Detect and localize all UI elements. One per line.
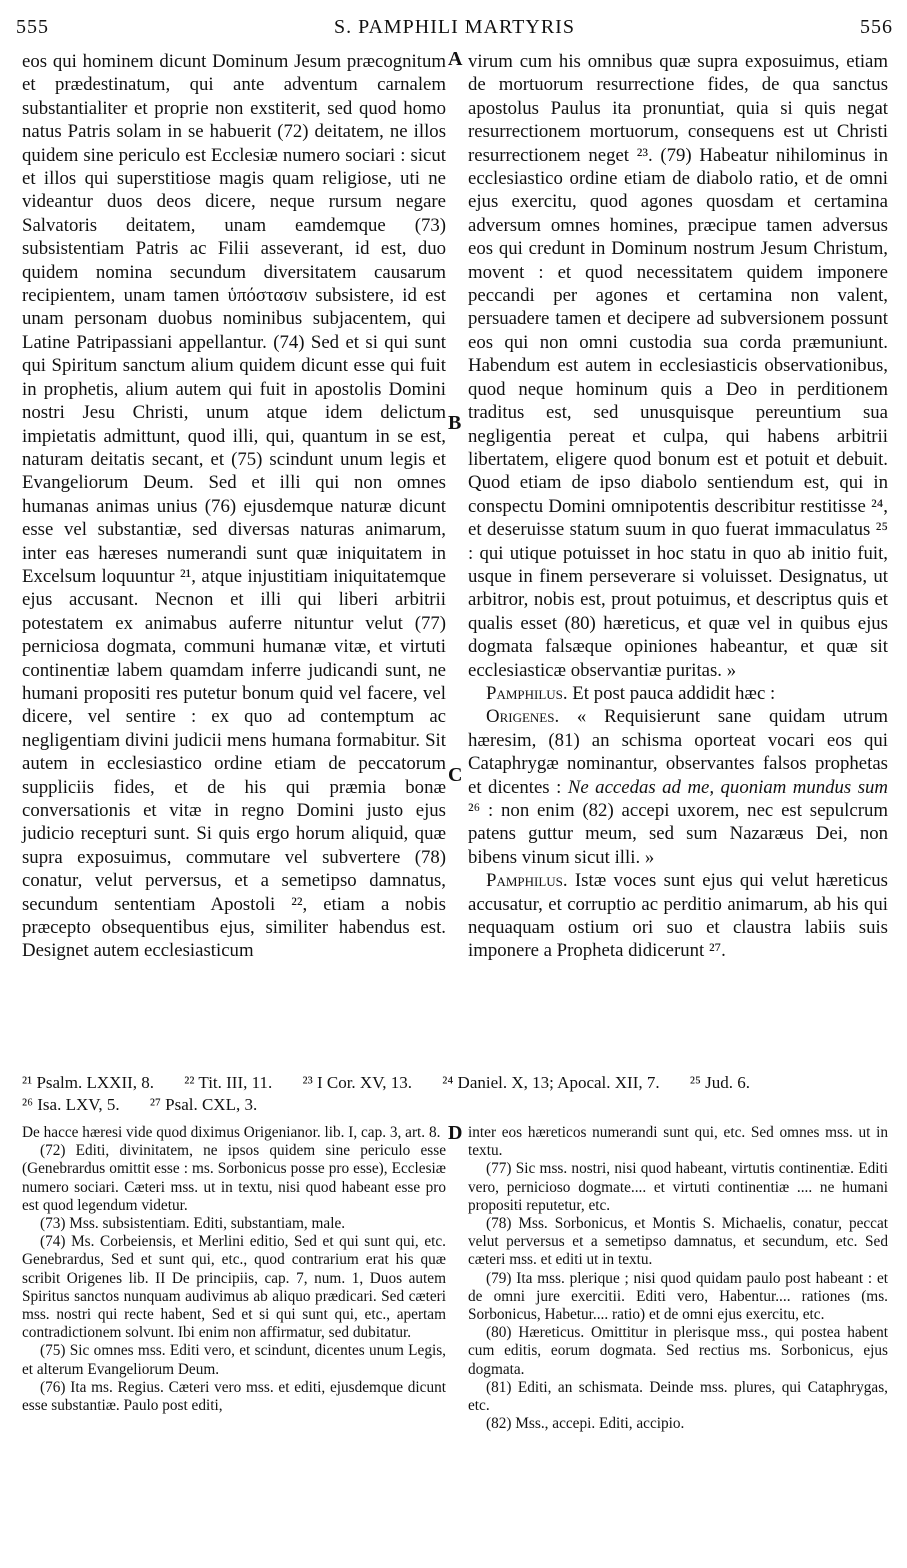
speaker-paragraph bbox=[468, 869, 888, 963]
note: (79) Ita mss. plerique ; nisi quod quidam paulo post habeant : et de omni jure exercitii. Editi vero, Habentur.... rationes (ms. Sorbonicus, Habetur.... ratio) et de omni ejus exercitu, etc. bbox=[468, 1269, 888, 1324]
reference: ²⁴ Daniel. X, 13; Apocal. XII, 7. bbox=[442, 1073, 660, 1092]
note: (77) Sic mss. nostri, nisi quod habeant, virtutis continentiæ. Editi vero, pernicioso dogmate.... et virtuti continentiæ .... ne humani propositi reputetur, etc. bbox=[468, 1160, 888, 1214]
speaker-paragraph bbox=[468, 682, 888, 705]
speaker-name: Origenes. bbox=[486, 706, 560, 728]
note: inter eos hæreticos numerandi sunt qui, etc. Sed omnes mss. ut in textu. bbox=[468, 1124, 888, 1160]
notes-left-column bbox=[22, 1124, 446, 1415]
note: (76) Ita ms. Regius. Cæteri vero mss. et editi, ejusdemque dicunt esse substantiæ. Paulo post editi, bbox=[22, 1378, 446, 1415]
section-marker-a: A bbox=[448, 48, 463, 70]
note: De hacce hæresi vide quod diximus Origenianor. lib. I, cap. 3, art. 8. bbox=[22, 1124, 441, 1141]
reference-line bbox=[22, 1094, 892, 1116]
reference: ²⁷ Psal. CXL, 3. bbox=[149, 1095, 258, 1114]
note: (73) Mss. subsistentiam. Editi, substantiam, male. bbox=[40, 1215, 346, 1233]
reference: ²³ I Cor. XV, 13. bbox=[302, 1073, 413, 1092]
speaker-text: Istæ voces sunt ejus qui velut hæreticus accusatur, et corruptio ac perditio animarum, ab his qui nequaquam ostium ori suo et claustra labiis suis imponere a Propheta didicerunt ²⁷. bbox=[468, 870, 888, 962]
reference: ²⁵ Jud. 6. bbox=[689, 1073, 751, 1092]
notes-right-column bbox=[468, 1124, 888, 1433]
reference: ²⁶ Isa. LXV, 5. bbox=[22, 1095, 120, 1114]
speaker-name: Pamphilus. bbox=[486, 870, 568, 892]
speaker-text: Et post pauca addidit hæc : bbox=[567, 682, 776, 704]
running-title: S. PAMPHILI MARTYRIS bbox=[334, 16, 575, 38]
main-paragraph: eos qui hominem dicunt Dominum Jesum præcognitum et prædestinatum, qui ante adventum carnalem substantialiter et proprie non exstiterit, sed quod homo natus Patris solam in se habuerit (72) deitatem, ne illos quidem sine periculo est Ecclesiæ numero sociari : sicut et illos qui superstitiose magis quam religiose, uti ne videantur duos deos dicere, neque rursum negare Salvatoris deitatem, unam eamdemque (73) subsistentiam Patris ac Filii asseverant, id est, duo quidem nomina secundum diversitatem causarum recipientem, unam tamen ὑπόστασιν subsistere, id est unam personam duobus nominibus subjacentem, qui Latine Patripassiani appellantur. (74) Sed et si qui sunt qui Spiritum sanctum alium quidem dicunt esse qui fuit in prophetis, alium autem qui fuit in apostolis Domini nostri Jesu Christi, unum atque idem delictum impietatis admittunt, quod illi, qui, quantum in se est, naturam deitatis secant, et (75) scindunt unum legis et Evangeliorum Deum. Sed et illi qui non omnes humanas animas unius (76) ejusdemque naturæ dicunt esse vel substantiæ, sed diversas naturas animarum, inter eas hæreses numerandi sunt quæ iniquitatem in Excelsum loquuntur ²¹, atque injustitiam iniquitatemque ejus accusant. Necnon et illi qui liberi arbitrii potestatem ex animabus auferre nituntur velut (77) perniciosa dogmata, communi humanæ vitæ, et virtuti continentiæ labem quamdam inferre judicandi sunt, ne humani propositi res putetur bonum quid vel facere, vel dicere, vel sentire : ex quo ad contemptum ac negligentiam divini judicii mens humana formabitur. Sit autem in ecclesiastico ordine etiam de peccatorum suppliciis fides, et de his qui præmia bonæ conversationis et vitæ in regno Domini justo ejus judicio recepturi sunt. Si quis ergo horum aliquid, quæ supra exposuimus, commutare vel subvertere (78) conatur, velut perversus, et a semetipso damnatus, secundum sententiam Apostoli ²², etiam a nobis præcepto obsequentibus ejus, similiter habendus est. Designet autem ecclesiasticum bbox=[22, 51, 446, 962]
running-header bbox=[16, 16, 893, 42]
speaker-text: « Requisierunt sane quidam utrum hæresim, (81) an schisma oporteat vocari eos qui Cataphrygæ nominantur, observantes falsos prophetas et dicentes : bbox=[468, 706, 888, 798]
main-text-left-column bbox=[22, 50, 446, 963]
speaker-name: Pamphilus. bbox=[486, 682, 568, 704]
main-text-right-column bbox=[468, 50, 888, 963]
section-marker-b: B bbox=[448, 412, 462, 434]
note: (81) Editi, an schismata. Deinde mss. plures, qui Cataphrygas, etc. bbox=[468, 1378, 888, 1415]
note: (74) Ms. Corbeiensis, et Merlini editio, Sed et qui sunt qui, etc. Genebrardus, Sed et sunt qui, etc., quod contrarium erat his quæ scribit Origenes lib. II De principiis, cap. 7, num. 1, Duos autem Spiritus sanctos nunquam audivimus ab aliquo prædicari. Sed cæteri mss. nostri qui recte habent, Sed et si qui sunt qui, etc., apertam contradictionem solvunt. Ibi enim non affirmatur, sed dubitatur. bbox=[22, 1233, 446, 1342]
reference: ²² Tit. III, 11. bbox=[184, 1073, 273, 1092]
main-paragraph: virum cum his omnibus quæ supra exposuimus, etiam de mortuorum resurrectione fides, de qua sanctus apostolus Paulus ita pronuntiat, quia si quis negat resurrectionem mortuorum, consequens est ut Christi resurrectionem neget ²³. (79) Habeatur nihilominus in ecclesiastico ordine etiam de diabolo ratio, et de omni ejus exercitu, quod agones quosdam et certamina adversum omnes homines, præcipue tamen adversus eos qui credunt in Dominum nostrum Jesum Christum, movent : et quod necessitatem quidem imponere peccandi per agones et certamina non valent, persuadere tamen et decipere ad subversionem possunt eos qui non omni custodia sua corda præmuniunt. Habendum est autem in ecclesiasticis observationibus, quod neque hominum quis a Deo in perditionem traditus est, sed unusquisque pereuntium sua negligentia pereat et culpa, qui habens arbitrii libertatem, eligere quod bonum est et potuit et debuit. Quod etiam de ipso diabolo sentiendum est, qui in conspectu Domini omnipotentis describitur restitisse ²⁴, et deseruisse statum suum in quo fuerat immaculatus ²⁵ : qui utique potuisset in hoc statu in quo ab initio fuit, usque in finem perseverare si voluisset. Designatus, ut arbitror, nobis est, prout potuimus, et descriptus quis et qualis esset (80) hæreticus, et quæ vel in quibus ejus dogmata falsæque opiniones habeantur, et quæ sit ecclesiasticæ observantiæ puritas. » bbox=[468, 51, 888, 681]
note: (75) Sic omnes mss. Editi vero, et scindunt, dicentes unum Legis, et alterum Evangeliorum Deum. bbox=[22, 1342, 446, 1378]
note: (80) Hæreticus. Omittitur in plerisque mss., qui postea habent cum editis, eorum dogmata. Sed rectius ms. Sorbonicus, ejus dogmata. bbox=[468, 1324, 888, 1378]
page-number-right: 556 bbox=[860, 16, 893, 38]
reference: ²¹ Psalm. LXXII, 8. bbox=[22, 1073, 155, 1092]
note: (82) Mss., accepi. Editi, accipio. bbox=[486, 1415, 685, 1433]
scripture-references bbox=[22, 1072, 892, 1116]
section-marker-c: C bbox=[448, 764, 463, 786]
speaker-paragraph bbox=[468, 705, 888, 869]
note: (78) Mss. Sorbonicus, et Montis S. Michaelis, conatur, peccat velut perversus et a semetipso damnatus, et secundum, etc. Sed cæteri mss. et editi ut in textu. bbox=[468, 1215, 888, 1269]
quoted-scripture: Ne accedas ad me, quoniam mundus sum bbox=[567, 776, 888, 798]
reference-line bbox=[22, 1072, 892, 1094]
speaker-text: ²⁶ : non enim (82) accepi uxorem, nec est sepulcrum patens guttur meum, sed sum Nazaræus Dei, non bibens vinum sicut illi. » bbox=[468, 800, 888, 868]
note: (72) Editi, divinitatem, ne ipsos quidem sine periculo esse (Genebrardus omittit esse : ms. Sorbonicus posse pro esse), Ecclesiæ numero sociari. Cæteri mss. ut in textu, nisi quod habeant esse pro est quod legendum videtur. bbox=[22, 1142, 446, 1214]
page-number-left: 555 bbox=[16, 16, 49, 38]
section-marker-d: D bbox=[448, 1122, 463, 1144]
